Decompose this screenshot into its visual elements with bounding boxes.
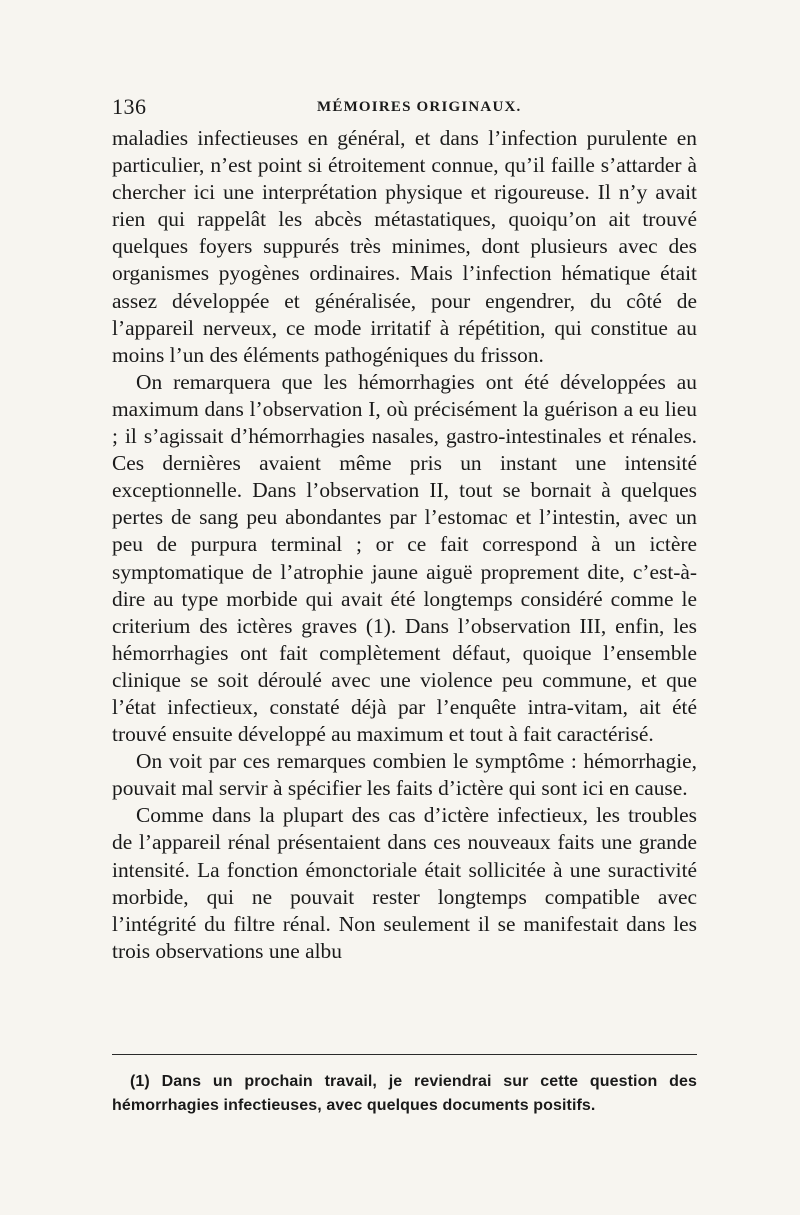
page-header bbox=[112, 94, 697, 122]
page-number: 136 bbox=[112, 94, 147, 119]
paragraph: Comme dans la plupart des cas d’ictère infectieux, les troubles de l’appareil rénal présentaient dans ces nouveaux faits une grande intensité. La fonction émonctoriale était sollicitée à une suractivité morbide, qui ne pouvait rester longtemps compatible avec l’intégrité du filtre rénal. Non seulement il se manifestait dans les trois observations une albu bbox=[112, 803, 697, 963]
paragraph: On remarquera que les hémorrhagies ont été développées au maximum dans l’observation I, où précisément la guérison a eu lieu ; il s’agissait d’hémorrhagies nasales, gastro-intestinales et rénales. Ces dernières avaient même pris un instant une intensité exceptionnelle. Dans l’observation II, tout se bornait à quelques pertes de sang peu abondantes par l’estomac et l’intestin, avec un peu de purpura terminal ; or ce fait correspond à un ictère symptomatique de l’atrophie jaune aiguë proprement dite, c’est-à-dire au type morbide qui avait été longtemps considéré comme le criterium des ictères graves (1). Dans l’observation III, enfin, les hémorrhagies ont fait complètement défaut, quoique l’ensemble clinique se soit déroulé avec une violence peu commune, et que l’état infectieux, constaté déjà par l’enquête intra-vitam, ait été trouvé ensuite développé au maximum et tout à fait caractérisé. bbox=[112, 369, 697, 747]
footnote: (1) Dans un prochain travail, je reviendrai sur cette question des hémorrhagies infectieuses, avec quelques documents positifs. bbox=[112, 1073, 697, 1114]
running-title: MÉMOIRES ORIGINAUX. bbox=[317, 99, 522, 115]
footnote-separator bbox=[112, 1054, 697, 1055]
paragraph: On voit par ces remarques combien le symptôme : hémorrhagie, pouvait mal servir à spécifier les faits d’ictère qui sont ici en cause. bbox=[112, 749, 697, 801]
paragraph: maladies infectieuses en général, et dans l’infection purulente en particulier, n’est point si étroitement connue, qu’il faille s’attarder à chercher ici une interprétation physique et rigoureuse. Il n’y avait rien qui rappelât les abcès métastatiques, quoiqu’on ait trouvé quelques foyers suppurés très minimes, dont plusieurs avec des organismes pyogènes ordinaires. Mais l’infection hématique était assez développée et généralisée, pour engendrer, du côté de l’appareil nerveux, ce mode irritatif à répétition, qui constitue au moins l’un des éléments pathogéniques du frisson. bbox=[112, 126, 697, 367]
body-text bbox=[112, 125, 697, 965]
